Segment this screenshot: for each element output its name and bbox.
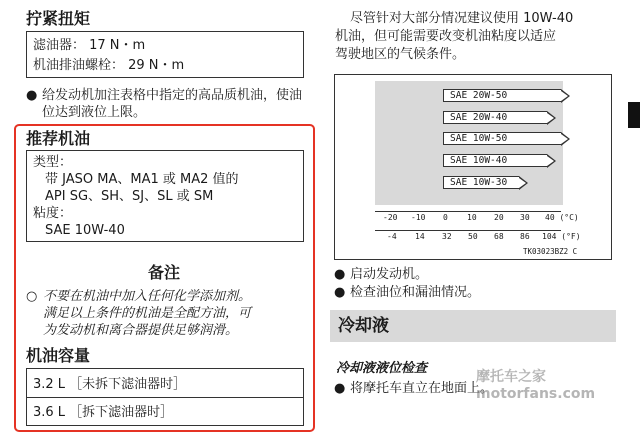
bullet-dot: ●: [26, 88, 38, 103]
coolant-sub-title: 冷却液液位检查: [336, 361, 428, 376]
capacity-row-filter: 3.6 L ［拆下滤油器时］: [33, 405, 174, 420]
c-tick-7: 40 (°C): [545, 213, 579, 222]
celsius-axis: [375, 211, 561, 212]
capacity-box: [26, 368, 304, 426]
capacity-divider: [27, 397, 303, 398]
capacity-row-no-filter: 3.2 L ［未拆下滤油器时］: [33, 377, 187, 392]
f-tick-2: 14: [415, 232, 425, 241]
start-engine-text: 启动发动机。: [350, 267, 429, 282]
viscosity-value: SAE 10W-40: [45, 223, 125, 238]
oil-type-label: 类型：: [33, 155, 73, 170]
c-tick-4: 10: [467, 213, 477, 222]
watermark: 摩托车之家 motorfans.com: [476, 369, 596, 402]
f-tick-1: -4: [387, 232, 397, 241]
recommended-oil-box: [26, 150, 304, 242]
bullet-dot: ●: [334, 285, 346, 300]
f-tick-3: 32: [442, 232, 452, 241]
intro-line-3: 驾驶地区的气候条件。: [335, 47, 466, 62]
fahrenheit-axis: [375, 230, 561, 231]
note-line-3: 为发动机和离合器提供足够润滑。: [43, 323, 239, 338]
oil-api-line: API SG、SH、SJ、SL 或 SM: [45, 189, 214, 204]
bullet-dot: ●: [334, 381, 346, 396]
check-oil-text: 检查油位和漏油情况。: [350, 285, 481, 300]
c-tick-3: 0: [443, 213, 448, 222]
viscosity-label: 粘度：: [33, 206, 73, 221]
coolant-bullet-text: 将摩托车直立在地面上。: [350, 381, 494, 396]
torque-row-filter: 滤油器： 17 N・m: [33, 38, 146, 53]
coolant-section-bar: [330, 310, 616, 342]
bullet-dot: ●: [334, 267, 346, 282]
grade-20w50: SAE 20W-50: [443, 89, 561, 102]
f-tick-6: 86: [520, 232, 530, 241]
capacity-title: 机油容量: [26, 346, 91, 365]
grade-10w30: SAE 10W-30: [443, 176, 519, 189]
torque-row-drain-bolt: 机油排油螺栓： 29 N・m: [33, 58, 185, 73]
grade-10w40: SAE 10W-40: [443, 154, 547, 167]
oil-jaso-line: 带 JASO MA、MA1 或 MA2 值的: [45, 172, 239, 187]
note-line-2: 满足以上条件的机油是全配方油，可: [43, 306, 252, 321]
recommended-oil-title: 推荐机油: [26, 129, 91, 148]
grade-20w40: SAE 20W-40: [443, 111, 547, 124]
c-tick-1: -20: [383, 213, 398, 222]
add-oil-text: 给发动机加注表格中指定的高品质机油，使油位达到液位上限。: [42, 88, 303, 120]
f-tick-7: 104 (°F): [542, 232, 581, 241]
page-edge-tab: [628, 102, 640, 128]
c-tick-6: 30: [520, 213, 530, 222]
intro-line-2: 机油，但可能需要改变机油粘度以适应: [335, 29, 557, 44]
intro-line-1: 尽管针对大部分情况建议使用 10W-40: [350, 11, 574, 26]
f-tick-4: 50: [468, 232, 478, 241]
c-tick-5: 20: [494, 213, 504, 222]
grade-10w50: SAE 10W-50: [443, 132, 561, 145]
viscosity-chart: [334, 74, 612, 260]
note-line-1: 不要在机油中加入任何化学添加剂。: [43, 289, 252, 304]
torque-box: [26, 31, 304, 78]
note-bullet: ○: [26, 289, 38, 304]
note-title: 备注: [148, 263, 181, 282]
f-tick-5: 68: [494, 232, 504, 241]
chart-code: TK03023BZ2 C: [523, 247, 578, 256]
c-tick-2: -10: [411, 213, 426, 222]
torque-title: 拧紧扭矩: [26, 9, 91, 28]
coolant-section-title: 冷却液: [338, 316, 389, 336]
